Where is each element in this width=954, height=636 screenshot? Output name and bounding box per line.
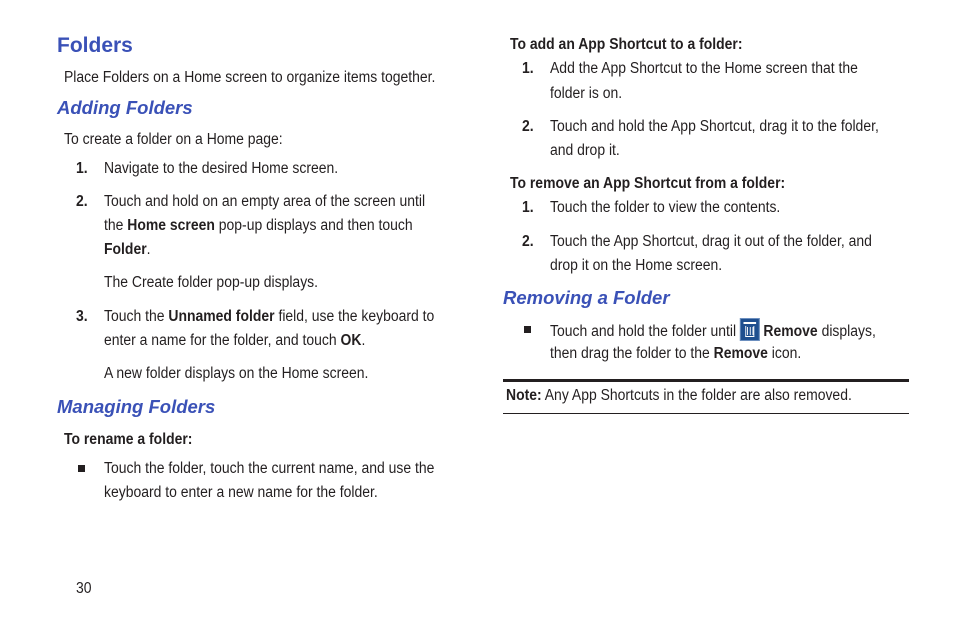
step-text: Add the App Shortcut to the Home screen that the	[550, 60, 858, 77]
intro-text: Place Folders on a Home screen to organize items together.	[64, 69, 436, 86]
step-text	[104, 305, 434, 329]
bullet-text: keyboard to enter a new name for the folder.	[104, 484, 378, 501]
step-number: 2.	[522, 118, 534, 135]
page-number: 30	[76, 580, 92, 597]
ui-term: Unnamed folder	[168, 308, 275, 325]
text-run: enter a name for the folder, and touch	[104, 332, 341, 349]
ui-term: Remove	[763, 323, 818, 340]
step-text: folder is on.	[550, 85, 623, 102]
step-number: 3.	[76, 308, 88, 325]
text-run: Touch the	[104, 308, 169, 325]
ui-term: OK	[340, 332, 362, 349]
ui-term: Folder	[104, 241, 147, 258]
text-run: icon.	[767, 345, 802, 362]
add-shortcut-subhead: To add an App Shortcut to a folder:	[510, 36, 743, 53]
ui-term: Home screen	[127, 217, 215, 234]
step-number: 1.	[522, 60, 534, 77]
text-run: Touch and hold the folder until	[550, 323, 741, 340]
step-text	[104, 214, 413, 238]
trash-icon	[740, 318, 760, 341]
bullet-text: Touch the folder, touch the current name, and use the	[104, 460, 435, 477]
text-run: displays,	[817, 323, 876, 340]
step-note: The Create folder pop-up displays.	[104, 274, 319, 291]
text-run: the	[104, 217, 128, 234]
note-bottom-rule	[503, 413, 909, 414]
rename-subhead: To rename a folder:	[64, 431, 193, 448]
step-text: Touch the App Shortcut, drag it out of the folder, and	[550, 233, 872, 250]
text-run: .	[361, 332, 366, 349]
step-text: Touch and hold the App Shortcut, drag it to the folder,	[550, 118, 879, 135]
managing-folders-heading: Managing Folders	[57, 396, 216, 417]
step-number: 2.	[76, 193, 88, 210]
adding-folders-heading: Adding Folders	[57, 97, 193, 118]
step-text: drop it on the Home screen.	[550, 257, 723, 274]
step-text: Touch and hold on an empty area of the screen until	[104, 193, 426, 210]
text-run: pop-up displays and then touch	[214, 217, 413, 234]
step-number: 1.	[76, 160, 88, 177]
text-run: Any App Shortcuts in the folder are also removed.	[541, 387, 852, 404]
step-note: A new folder displays on the Home screen.	[104, 365, 369, 382]
text-run: .	[146, 241, 151, 258]
step-text	[104, 329, 365, 353]
note-label: Note:	[506, 387, 542, 404]
page-title: Folders	[57, 34, 133, 57]
text-run: field, use the keyboard to	[274, 308, 435, 325]
step-number: 2.	[522, 233, 534, 250]
step-number: 1.	[522, 199, 534, 216]
note-top-rule	[503, 379, 909, 382]
step-text: Navigate to the desired Home screen.	[104, 160, 339, 177]
text-run: then drag the folder to the	[550, 345, 714, 362]
bullet-text	[550, 342, 801, 366]
ui-term: Remove	[713, 345, 768, 362]
square-bullet-icon	[78, 465, 85, 472]
step-text: Touch the folder to view the contents.	[550, 199, 781, 216]
square-bullet-icon	[524, 326, 531, 333]
bullet-text	[550, 318, 876, 344]
remove-shortcut-subhead: To remove an App Shortcut from a folder:	[510, 175, 786, 192]
note-text	[506, 384, 852, 408]
removing-folder-heading: Removing a Folder	[503, 287, 670, 308]
step-text	[104, 238, 151, 262]
adding-folders-lead: To create a folder on a Home page:	[64, 131, 283, 148]
step-text: and drop it.	[550, 142, 620, 159]
